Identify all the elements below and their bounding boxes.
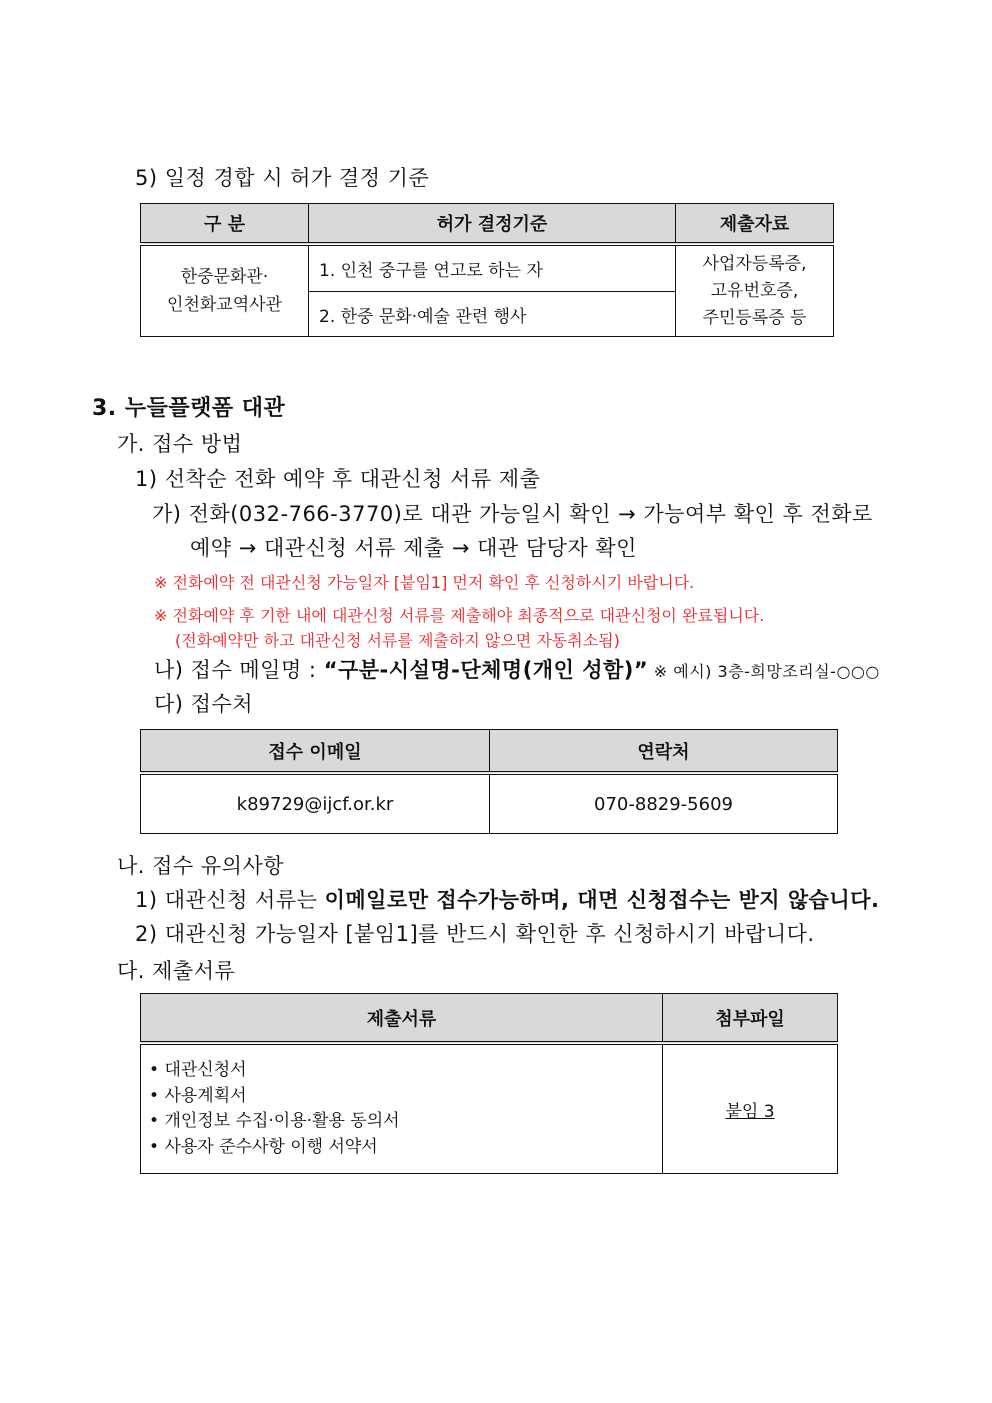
documents-list-cell: [141, 1043, 663, 1174]
criteria-1: 1. 인천 중구를 연고로 하는 자: [309, 244, 676, 292]
header-phone: 연락처: [490, 730, 838, 774]
mail-subject-line: [154, 654, 880, 684]
subsection-ga: 가. 접수 방법: [117, 432, 243, 456]
contact-phone: 070-8829-5609: [490, 773, 838, 834]
subsection-na: 나. 접수 유의사항: [117, 854, 285, 878]
documents-table: [140, 993, 838, 1174]
mail-subject-format: “구분-시설명-단체명(개인 성함)”: [323, 658, 649, 682]
item-ga-1: 1) 선착순 전화 예약 후 대관신청 서류 제출: [135, 467, 541, 491]
subsection-da: 다. 제출서류: [117, 959, 236, 983]
category-line-1: 한중문화관·: [180, 267, 269, 287]
header-documents: 제출자료: [676, 204, 834, 245]
document-item: • 사용자 준수사항 이행 서약서: [149, 1135, 662, 1161]
note-2-line-1: ※ 전화예약 후 기한 내에 대관신청 서류를 제출해야 최종적으로 대관신청이 완료됩니다.: [154, 606, 765, 625]
criteria-2: 2. 한중 문화·예술 관련 행사: [309, 292, 676, 337]
item-na-1-emphasis: 이메일로만 접수가능하며, 대면 신청접수는 받지 않습니다.: [324, 888, 880, 912]
document-item: • 대관신청서: [149, 1058, 662, 1084]
note-2-line-2: (전화예약만 하고 대관신청 서류를 제출하지 않으면 자동취소됨): [175, 631, 620, 650]
category-cell: [141, 244, 309, 337]
attachment-cell: [663, 1043, 838, 1174]
item-na-2: 2) 대관신청 가능일자 [붙임1]를 반드시 확인한 후 신청하시기 바랍니다.: [135, 922, 815, 946]
documents-list: [141, 1058, 662, 1160]
header-category: 구 분: [141, 204, 309, 245]
contact-email: k89729@ijcf.or.kr: [141, 773, 490, 834]
attachment-link[interactable]: 붙임 3: [725, 1101, 775, 1122]
section-3-title: 3. 누들플랫폼 대관: [92, 396, 286, 421]
document-item: • 사용계획서: [149, 1084, 662, 1110]
note-1: ※ 전화예약 전 대관신청 가능일자 [붙임1] 먼저 확인 후 신청하시기 바랍니다.: [154, 573, 695, 592]
item-na-1-prefix: 1) 대관신청 서류는: [135, 888, 325, 912]
documents-line-2: 고유번호증,: [710, 280, 799, 301]
mail-subject-prefix: 나) 접수 메일명 :: [154, 658, 324, 682]
documents-line-3: 주민등록증 등: [702, 307, 807, 328]
item-da-reception: 다) 접수처: [154, 692, 254, 716]
header-email: 접수 이메일: [141, 730, 490, 774]
criteria-table: [140, 203, 834, 337]
header-documents-list: 제출서류: [141, 994, 663, 1044]
header-attachment: 첨부파일: [663, 994, 838, 1044]
mail-subject-example: ※ 예시) 3층-희망조리실-○○○: [648, 662, 880, 681]
documents-cell: [676, 244, 834, 337]
item-ga-1-ga-line-1: 가) 전화(032-766-3770)로 대관 가능일시 확인 → 가능여부 확인 후 전화로: [152, 502, 873, 526]
document-item: • 개인정보 수집·이용·활용 동의서: [149, 1109, 662, 1135]
contact-table: [140, 729, 838, 834]
documents-line-1: 사업자등록증,: [702, 253, 807, 274]
item-ga-1-ga-line-2: 예약 → 대관신청 서류 제출 → 대관 담당자 확인: [190, 536, 637, 560]
category-line-2: 인천화교역사관: [167, 295, 282, 315]
section-5-title: 5) 일정 경합 시 허가 결정 기준: [135, 166, 430, 190]
item-na-1: [135, 884, 879, 914]
header-criteria: 허가 결정기준: [309, 204, 676, 245]
